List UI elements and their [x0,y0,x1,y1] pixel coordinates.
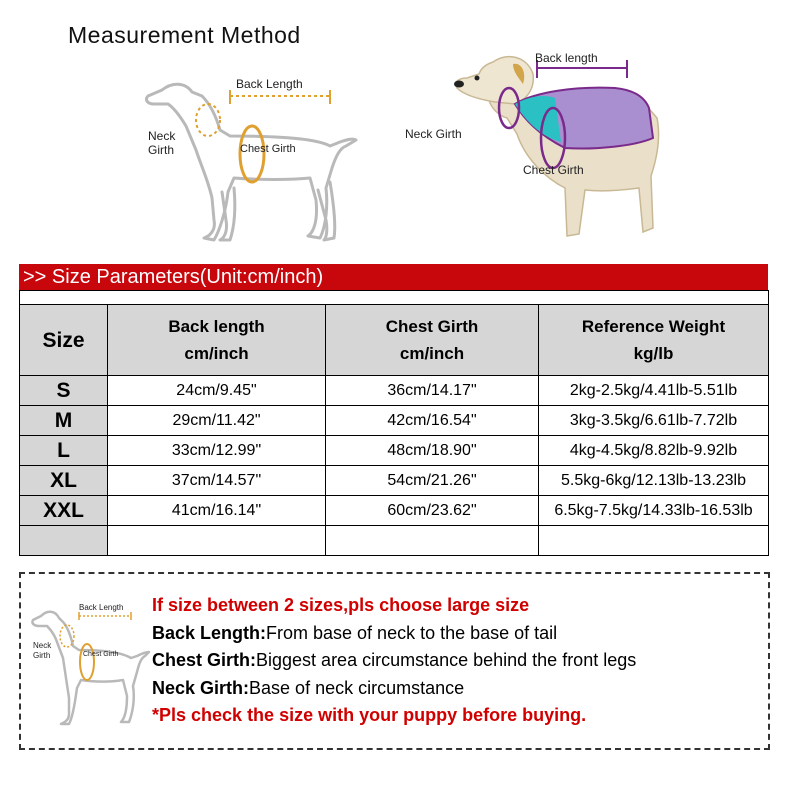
dog-outline-icon [32,612,149,724]
empty-cell [326,526,539,556]
size-cell: S [20,376,108,406]
table-spacer-row [20,291,769,305]
table-header-row [20,305,769,376]
table-row [20,406,769,436]
table-row [20,436,769,466]
dog-measurement-diagram [130,60,370,260]
chest-girth-cell: 42cm/16.54" [326,406,539,436]
back-length-cell: 29cm/11.42" [108,406,326,436]
back-length-cell: 33cm/12.99" [108,436,326,466]
back-length-label: Back Length [236,77,303,91]
table-row [20,376,769,406]
size-cell-empty [20,526,108,556]
weight-cell: 2kg-2.5kg/4.41lb-5.51lb [539,376,769,406]
check-size-footer: *Pls check the size with your puppy before buying. [152,705,587,725]
back-length-cell: 41cm/16.14" [108,496,326,526]
chest-girth-cell: 60cm/23.62" [326,496,539,526]
size-parameters-banner [19,264,768,290]
size-table [19,290,769,556]
chest-girth-note: Chest Girth:Biggest area circumstance behind the front legs [152,650,637,670]
chest-girth-cell: 36cm/14.17" [326,376,539,406]
empty-cell [108,526,326,556]
chest-girth-label: Chest Girth [240,143,296,155]
back-length-label: Back length [535,51,598,65]
header-reference-weight: Reference Weight kg/lb [539,305,769,376]
chest-girth-label: Chest Girth [523,163,584,177]
back-length-label: Back Length [79,603,124,612]
neck-girth-note: Neck Girth:Base of neck circumstance [152,677,465,698]
girth-label: Girth [148,143,175,157]
back-length-note: Back Length:From base of neck to the base of tail [152,622,558,643]
weight-cell: 5.5kg-6kg/12.13lb-13.23lb [539,466,769,496]
empty-cell [539,526,769,556]
header-chest-girth: Chest Girth cm/inch [326,305,539,376]
neck-label: Neck [148,129,176,143]
girth-label: Girth [33,651,51,660]
dog-photo-diagram [395,38,695,253]
dog-photo-icon [454,57,659,236]
neck-girth-label: Neck Girth [405,127,462,141]
weight-cell: 6.5kg-7.5kg/14.33lb-16.53lb [539,496,769,526]
dog-outline-icon [146,84,356,240]
header-back-length: Back length cm/inch [108,305,326,376]
header-size: Size [20,305,108,376]
measurement-notes-box [19,572,770,750]
small-dog-diagram [31,596,151,736]
chest-girth-cell: 54cm/21.26" [326,466,539,496]
size-cell: XL [20,466,108,496]
table-row-empty [20,526,769,556]
page-title: Measurement Method [68,22,301,48]
table-row [20,496,769,526]
weight-cell: 4kg-4.5kg/8.82lb-9.92lb [539,436,769,466]
back-length-cell: 24cm/9.45" [108,376,326,406]
chest-girth-label: Chest Girth [83,651,119,658]
back-length-cell: 37cm/14.57" [108,466,326,496]
weight-cell: 3kg-3.5kg/6.61lb-7.72lb [539,406,769,436]
neck-label: Neck [33,641,52,650]
size-cell: M [20,406,108,436]
notes-text [152,592,636,730]
size-cell: L [20,436,108,466]
banner-text: >> Size Parameters(Unit:cm/inch) [23,266,324,288]
chest-girth-cell: 48cm/18.90" [326,436,539,466]
size-cell: XXL [20,496,108,526]
size-table-wrapper [19,290,768,556]
table-row [20,466,769,496]
size-warning: If size between 2 sizes,pls choose large size [152,595,530,615]
